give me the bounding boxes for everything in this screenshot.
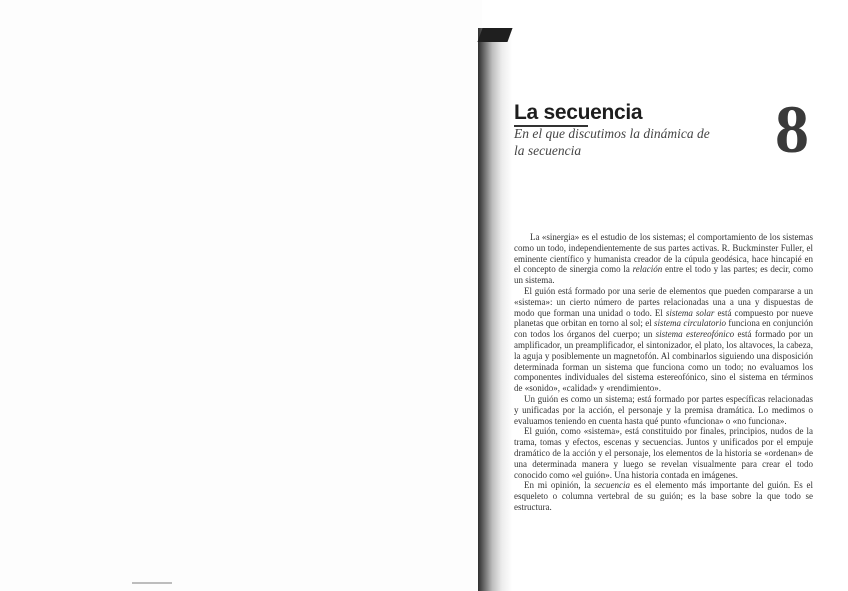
paragraph bbox=[514, 286, 813, 394]
text-run: El guión está formado por una serie de elementos que pueden compararse a un «sistema»: un cierto número de partes relacionadas una a una y dispuestas de modo que forman una unidad o todo. El bbox=[514, 285, 813, 318]
text-run: El guión, como «sistema», está constituido por finales, principios, nudos de la trama, tomas y efectos, escenas y secuencias. Juntos y unificados por el empuje dramático de la acción y el personaje, los elementos de la historia se «ordenan» de una determinada manera y luego se revelan visualmente para crear el todo conocido como «el guión». Una historia contada en imágenes. bbox=[514, 426, 813, 480]
text-run: está formado por un amplificador, un preamplificador, el sintonizador, el plato, los altavoces, la cabeza, la aguja y posiblemente un magnetofón. Al combinarlos siguiendo una disposición determinada forman un sistema que funciona como un todo; no evaluamos los componentes individuales del sistema estereofónico, sino el sistema en términos de «sonido», «calidad» y «rendimiento». bbox=[514, 329, 813, 394]
page-edge-mark bbox=[132, 582, 172, 584]
chapter-subtitle: En el que discutimos la dinámica de la secuencia bbox=[514, 126, 710, 158]
text-run: es el elemento más importante del guión. Es el esqueleto o columna vertebral de su guión; es la base sobre la que todo se estructura. bbox=[514, 480, 813, 512]
chapter-number: 8 bbox=[775, 91, 809, 167]
chapter-title: La secuencia bbox=[514, 101, 643, 124]
italic-term: sistema solar bbox=[665, 307, 715, 318]
text-run: En mi opinión, la bbox=[524, 480, 595, 491]
paragraph bbox=[514, 232, 813, 286]
text-run: entre el todo y las partes; es decir, como un sistema. bbox=[514, 264, 814, 286]
italic-term: sistema estereofónico bbox=[655, 329, 735, 340]
text-run: está compuesto por nueve planetas que orbitan en torno al sol; el bbox=[514, 307, 813, 329]
italic-term: relación bbox=[632, 264, 663, 275]
right-page bbox=[492, 0, 848, 591]
text-run: funciona en conjunción con todos los órganos del cuerpo; un bbox=[514, 318, 813, 340]
text-run: Un guión es como un sistema; está formado por partes específicas relacionadas y unificadas por la acción, el personaje y la premisa dramática. Lo medimos o evaluamos teniendo en cuenta hasta qué punto «funciona» o «no funciona». bbox=[514, 393, 813, 426]
paragraph bbox=[514, 480, 813, 512]
paragraph bbox=[514, 394, 813, 426]
italic-term: secuencia bbox=[594, 480, 631, 491]
paragraph bbox=[514, 426, 813, 480]
chapter-body-text bbox=[514, 232, 813, 513]
text-run: La «sinergia» es el estudio de los sistemas; el comportamiento de los sistemas como un todo, independientemente de sus partes activas. R. Buckminster Fuller, el eminente científico y humanista creador de la cúpula geodésica, hace hincapié en el concepto de sinergia como la bbox=[514, 232, 813, 275]
italic-term: sistema circulatorio bbox=[654, 318, 727, 329]
